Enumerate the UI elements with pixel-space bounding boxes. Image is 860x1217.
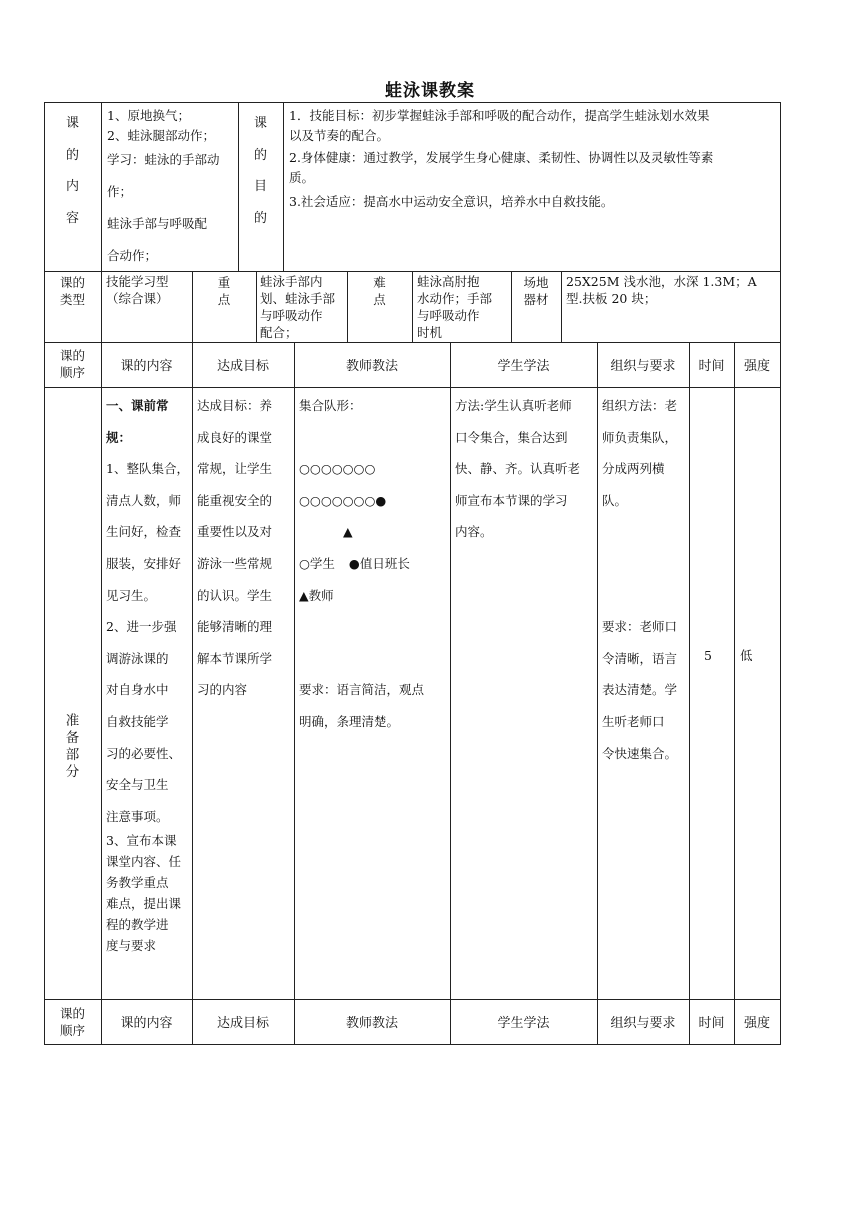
col-divider [192, 342, 193, 1045]
prep-heading: 一、课前常 [106, 398, 169, 413]
col-divider [450, 342, 451, 1045]
col-divider [412, 271, 413, 343]
prep-content-text: 一、课前常 规： 1、整队集合， 清点人数，师 生问好，检查 服装，安排好 见习生。 2、进一步强 调游泳课的 对自身水中 自救技能学 习的必要性、 安全与卫生 注意事项。 [106, 390, 192, 832]
venue-label: 场地 器材 [523, 275, 549, 307]
legend-leader: ●值日班长 [348, 555, 410, 571]
col-divider [734, 342, 735, 1045]
order-header: 课的 顺序 [59, 348, 85, 380]
col-divider [294, 342, 295, 1045]
type-value: 技能学习型 （综合课） [106, 274, 169, 306]
teacher-header-repeat: 教师教法 [345, 1016, 398, 1031]
col-divider [597, 342, 598, 1045]
org-header: 组织与要求 [610, 359, 676, 374]
content-header-repeat: 课的内容 [120, 1016, 173, 1031]
prep-teacher-method: 集合队形： ○○○○○○○ ○○○○○○○● ▲ ○学生 ●值日班长 ▲教师 要求：语言简洁，观点 明确，条理清楚。 [299, 390, 449, 738]
content-header: 课的内容 [120, 359, 173, 374]
col-divider [101, 102, 102, 272]
formation-row-1: ○○○○○○○ [299, 461, 376, 477]
table-border [44, 102, 45, 1045]
lesson-content-text: 1、原地换气； 2、蛙泳腿部动作； 学习：蛙泳的手部动 作； 蛙泳手部与呼吸配 合动作； [107, 108, 220, 263]
difficulty-value: 蛙泳高肘抱 水动作；手部 与呼吸动作 时机 [417, 274, 493, 340]
type-label: 课的 类型 [59, 275, 85, 307]
col-divider [283, 102, 284, 272]
order-header-repeat: 课的 顺序 [59, 1006, 85, 1038]
time-header-repeat: 时间 [698, 1016, 725, 1031]
prep-goal-text: 达成目标：养 成良好的课堂 常规，让学生 能重视安全的 重要性以及对 游泳一些常规 的认识。学生 能够清晰的理 解本节课所学 习的内容 [197, 398, 273, 698]
teacher-header: 教师教法 [345, 359, 398, 374]
goal-label: 课 的 目 的 [253, 116, 267, 226]
prep-org-text: 组织方法：老 师负责集队， 分成两列横 队。 要求：老师口 令清晰，语言 表达清楚。学 生听老师口 令快速集合。 [602, 398, 678, 761]
formation-label: 集合队形： [299, 398, 362, 413]
goal-header: 达成目标 [216, 359, 269, 374]
table-border [780, 102, 781, 1045]
page-title: 蛙泳课教案 [385, 81, 475, 101]
org-header-repeat: 组织与要求 [610, 1016, 676, 1031]
key-point-label: 重 点 [217, 275, 231, 307]
legend-teacher: ▲教师 [299, 587, 334, 603]
prep-content-text-b: 3、宣布本课 课堂内容、任 务教学重点 难点，提出课 程的教学进 度与要求 [106, 833, 182, 953]
col-divider [689, 342, 690, 1045]
prep-intensity: 低 [740, 648, 753, 663]
intensity-header: 强度 [743, 359, 770, 374]
key-point-value: 蛙泳手部内 划、蛙泳手部 与呼吸动作 配合； [260, 274, 336, 340]
row-divider [44, 387, 781, 388]
teacher-position-mark: ▲ [343, 524, 353, 540]
prep-section-label: 准 备 部 分 [65, 713, 80, 780]
col-divider [101, 271, 102, 343]
prep-time: 5 [704, 648, 712, 663]
time-header: 时间 [698, 359, 725, 374]
col-divider [561, 271, 562, 343]
col-divider [256, 271, 257, 343]
col-divider [101, 342, 102, 1045]
legend-student: ○学生 [299, 555, 335, 571]
difficulty-label: 难 点 [373, 275, 386, 307]
student-header-repeat: 学生学法 [497, 1016, 550, 1031]
formation-row-2: ○○○○○○○● [299, 492, 387, 508]
student-header: 学生学法 [497, 359, 550, 374]
table-border [44, 102, 781, 103]
lesson-goal-text: 1．技能目标：初步掌握蛙泳手部和呼吸的配合动作，提高学生蛙泳划水效果 以及节奏的配合。 2.身体健康：通过教学，发展学生身心健康、柔韧性、协调性以及灵敏性等素 质。 3.社会适应：提高水中运动安全意识，培养水中自救技能。 [289, 108, 714, 209]
table-border [44, 1044, 781, 1045]
venue-value: 25X25M 浅水池，水深 1.3M；A 型.扶板 20 块； [566, 274, 757, 306]
intensity-header-repeat: 强度 [743, 1016, 770, 1031]
prep-student-method: 方法:学生认真听老师 口令集合，集合达到 快、静、齐。认真听老 师宣布本节课的学习 内容。 [455, 398, 581, 540]
goal-header-repeat: 达成目标 [216, 1016, 269, 1031]
content-label: 课 的 内 容 [65, 116, 79, 226]
